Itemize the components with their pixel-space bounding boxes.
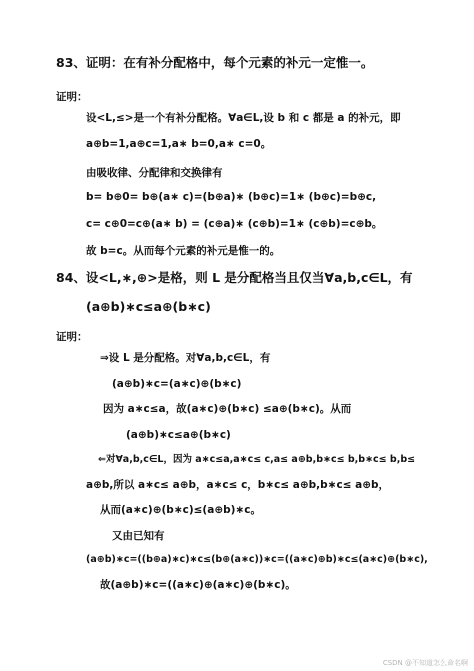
- proof-line-84-9: (a⊕b)∗c=((b⊕a)∗c)∗c≤(b⊕(a∗c))∗c=((a∗c)⊕b)∗c≤(a∗c)⊕(b∗c),: [86, 554, 428, 565]
- proof-line-83-4: b= b⊕0= b⊕(a∗ c)=(b⊕a)∗ (b⊕c)=1∗ (b⊕c)=b⊕c,: [86, 191, 377, 203]
- proof-label-84: 证明：: [56, 331, 88, 343]
- proof-line-84-6: a⊕b,所以 a∗c≤ a⊕b，a∗c≤ c，b∗c≤ a⊕b,b∗c≤ a⊕b，: [86, 479, 390, 491]
- proof-line-83-3: 由吸收律、分配律和交换律有: [86, 167, 223, 179]
- proof-line-83-6: 故 b=c。从而每个元素的补元是惟一的。: [86, 245, 281, 257]
- proof-line-83-5: c= c⊕0=c⊕(a∗ b) = (c⊕a)∗ (c⊕b)=1∗ (c⊕b)=c⊕b。: [86, 218, 383, 230]
- proof-line-84-3: 因为 a∗c≤a，故(a∗c)⊕(b∗c) ≤a⊕(b∗c)。从而: [103, 403, 352, 415]
- proof-line-84-4: (a⊕b)∗c≤a⊕(b∗c): [126, 429, 231, 441]
- proof-line-84-1: ⇒设 L 是分配格。对∀a,b,c∈L，有: [100, 352, 271, 364]
- proof-line-84-2: (a⊕b)∗c=(a∗c)⊕(b∗c): [112, 378, 242, 390]
- proof-line-83-1: 设<L,≤>是一个有补分配格。∀a∈L,设 b 和 c 都是 a 的补元，即: [86, 112, 401, 124]
- proof-label-83: 证明：: [56, 91, 88, 103]
- proof-line-84-10: 故(a⊕b)∗c=((a∗c)⊕(a∗c)⊕(b∗c)。: [100, 579, 296, 591]
- statement-84: (a⊕b)∗c≤a⊕(b∗c): [86, 299, 211, 314]
- watermark: CSDN @不知道怎么命名啊: [382, 659, 468, 667]
- proof-line-84-5: ⇐对∀a,b,c∈L，因为 a∗c≤a,a∗c≤ c,a≤ a⊕b,b∗c≤ b,b∗c≤ b,b≤: [98, 454, 416, 465]
- proof-line-84-8: 又由已知有: [112, 530, 165, 542]
- heading-84: 84、设<L,∗,⊕>是格，则 L 是分配格当且仅当∀a,b,c∈L，有: [56, 270, 413, 285]
- proof-line-84-7: 从而(a∗c)⊕(b∗c)≤(a⊕b)∗c。: [100, 504, 261, 516]
- heading-83: 83、证明：在有补分配格中，每个元素的补元一定惟一。: [56, 55, 374, 70]
- proof-line-83-2: a⊕b=1,a⊕c=1,a∗ b=0,a∗ c=0。: [86, 138, 272, 150]
